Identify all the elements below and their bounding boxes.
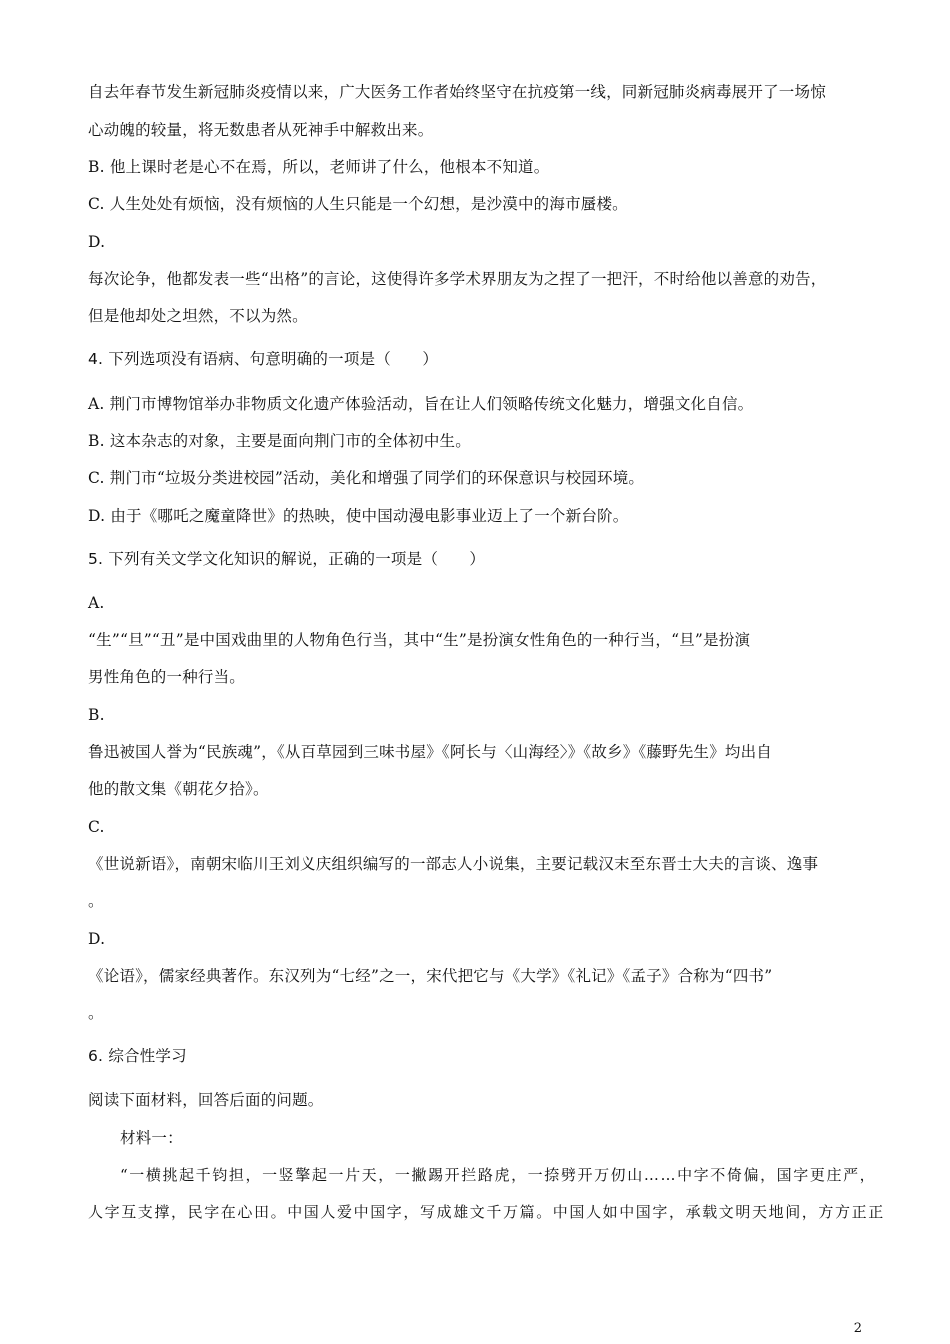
text-line: 他的散文集《朝花夕拾》。 (88, 780, 269, 798)
option-c: C. 人生处处有烦恼，没有烦恼的人生只能是一个幻想，是沙漠中的海市蜃楼。 (88, 195, 628, 213)
question-4: 4. 下列选项没有语病、句意明确的一项是（ ） (88, 350, 439, 368)
option-c: C. 荆门市“垃圾分类进校园”活动，美化和增强了同学们的环保意识与校园环境。 (88, 469, 645, 487)
text-line: 心动魄的较量，将无数患者从死神手中解救出来。 (88, 121, 434, 139)
text-line: “生”“旦”“丑”是中国戏曲里的人物角色行当，其中“生”是扮演女性角色的一种行当，“旦”是扮演 (88, 631, 751, 649)
quote-line: “一横挑起千钧担，一竖擎起一片天，一撇踢开拦路虎，一捺劈开万仞山……中字不倚偏，国字更庄严， (120, 1166, 877, 1184)
question-5: 5. 下列有关文学文化知识的解说，正确的一项是（ ） (88, 550, 486, 568)
material-heading: 材料一： (120, 1129, 183, 1147)
quote-line: 人字互支撑，民字在心田。中国人爱中国字，写成雄文千万篇。中国人如中国字，承载文明天地间，方方正正 (88, 1203, 885, 1221)
option-b: B. 他上课时老是心不在焉，所以，老师讲了什么，他根本不知道。 (88, 158, 550, 176)
text-line: 每次论争，他都发表一些“出格”的言论，这使得许多学术界朋友为之捏了一把汗，不时给他以善意的劝告， (88, 270, 827, 288)
text-line: 。 (88, 892, 104, 910)
text-line: 但是他却处之坦然，不以为然。 (88, 307, 308, 325)
option-d: D. 由于《哪吒之魔童降世》的热映，使中国动漫电影事业迈上了一个新台阶。 (88, 507, 629, 525)
text-line: 《论语》，儒家经典著作。东汉列为“七经”之一，宋代把它与《大学》《礼记》《孟子》合称为“四书” (88, 967, 773, 985)
option-a-label: A. (88, 594, 105, 612)
text-line: 鲁迅被国人誉为“民族魂”，《从百草园到三味书屋》《阿长与〈山海经〉》《故乡》《藤野先生》均出自 (88, 743, 773, 761)
option-d-label: D. (88, 930, 106, 948)
text-line: 自去年春节发生新冠肺炎疫情以来，广大医务工作者始终坚守在抗疫第一线，同新冠肺炎病毒展开了一场惊 (88, 83, 826, 101)
question-6: 6. 综合性学习 (88, 1047, 187, 1065)
option-b-label: B. (88, 706, 105, 724)
option-d-label: D. (88, 233, 106, 251)
option-a: A. 荆门市博物馆举办非物质文化遗产体验活动，旨在让人们领略传统文化魅力，增强文化自信。 (88, 395, 754, 413)
text-line: 阅读下面材料，回答后面的问题。 (88, 1091, 324, 1109)
page-number: 2 (853, 1321, 862, 1336)
option-b: B. 这本杂志的对象，主要是面向荆门市的全体初中生。 (88, 432, 471, 450)
option-c-label: C. (88, 818, 105, 836)
text-line: 《世说新语》，南朝宋临川王刘义庆组织编写的一部志人小说集，主要记载汉末至东晋士大夫的言谈、逸事 (88, 855, 819, 873)
text-line: 。 (88, 1004, 104, 1022)
text-line: 男性角色的一种行当。 (88, 668, 246, 686)
